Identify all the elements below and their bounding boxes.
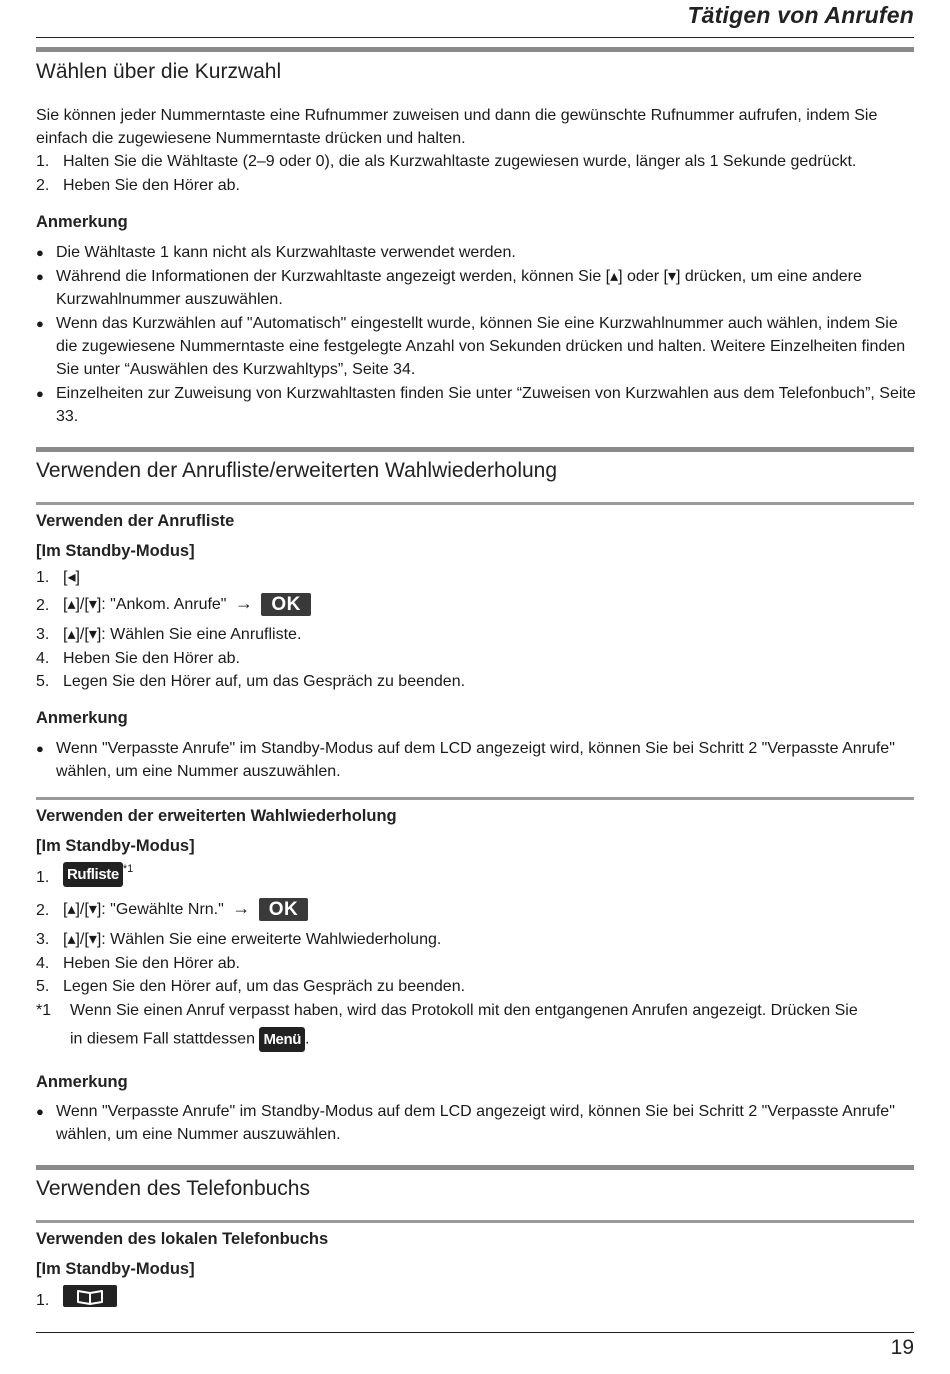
bullet-icon: ● [36,386,44,401]
list-item: Heben Sie den Hörer ab. [63,650,240,667]
subsection-rule [36,797,914,800]
rufliste-soft-key: Rufliste [63,862,123,887]
list-item: Halten Sie die Wähltaste (2–9 oder 0), die als Kurzwahltaste zugewiesen wurde, länger als 1 Sekunde gedrückt. [63,153,857,170]
menu-soft-key: Menü [259,1027,305,1052]
page-header-title: Tätigen von Anrufen [687,2,914,28]
note-item: Wenn das Kurzwählen auf "Automatisch" eingestellt wurde, können Sie eine Kurzwahlnummer auch wählen, indem Sie die zugewiesene Nummerntaste eine festgelegte Anzahl von Sekunden drücken und halten. Weitere Einzelheiten finden Sie unter “Auswählen des Kurzwahltyps”, Seite 34. [56,315,906,378]
footnote-ref: *1 [122,863,134,875]
list-item: Heben Sie den Hörer ab. [63,955,240,972]
note-item: Während die Informationen der Kurzwahltaste angezeigt werden, können Sie [▴] oder [▾] drücken, um eine andere Kurzwahlnummer auszuwählen. [56,268,862,308]
list-item [63,897,923,921]
section-rule [36,447,914,452]
list-number: 1. [36,153,50,170]
note-item: Die Wähltaste 1 kann nicht als Kurzwahltaste verwendet werden. [56,244,516,261]
ok-key: OK [259,898,309,921]
bullet-icon: ● [36,245,44,260]
list-number: 4. [36,650,50,667]
footnote-line2: in diesem Fall stattdessen Menü . [70,1027,920,1052]
list-number: 1. [36,869,50,886]
list-number: 2. [36,902,50,919]
phonebook-icon [63,1285,117,1307]
note-item: Wenn "Verpasste Anrufe" im Standby-Modus auf dem LCD angezeigt wird, können Sie bei Schritt 2 "Verpasste Anrufe" wählen, um eine Nummer auszuwählen. [56,740,895,780]
section-title-telefonbuch: Verwenden des Telefonbuchs [36,1177,310,1200]
footnote-text: Wenn Sie einen Anruf verpasst haben, wird das Protokoll mit den entgangenen Anrufen angezeigt. Drücken Sie [70,1002,858,1019]
mode-label: [Im Standby-Modus] [36,542,195,560]
step-text: [▴]/[▾]: "Gewählte Nrn." [63,901,224,918]
list-number: 2. [36,597,50,614]
footer-rule [36,1332,914,1333]
bullet-icon: ● [36,1104,44,1119]
section-rule [36,1165,914,1170]
list-item: [▴]/[▾]: Wählen Sie eine Anrufliste. [63,626,302,643]
footnote-mark: *1 [36,1002,52,1019]
bullet-icon: ● [36,741,44,756]
page-number: 19 [890,1336,914,1359]
subsection-title: Verwenden des lokalen Telefonbuchs [36,1230,329,1248]
note-heading: Anmerkung [36,213,128,231]
subsection-rule [36,1220,914,1223]
subsection-title: Verwenden der erweiterten Wahlwiederholung [36,807,397,825]
list-item [63,1285,117,1307]
list-number: 1. [36,1292,50,1309]
header-rule [36,37,914,38]
step-text: [▴]/[▾]: "Ankom. Anrufe" [63,596,227,613]
list-item: Legen Sie den Hörer auf, um das Gespräch zu beenden. [63,673,466,690]
list-number: 3. [36,931,50,948]
mode-label: [Im Standby-Modus] [36,1260,195,1278]
list-item [63,862,923,887]
list-item: [▴]/[▾]: Wählen Sie eine erweiterte Wahlwiederholung. [63,931,442,948]
bullet-icon: ● [36,269,44,284]
intro-paragraph: Sie können jeder Nummerntaste eine Rufnummer zuweisen und dann die gewünschte Rufnummer aufrufen, indem Sie einfach die zugewiesene Nummerntaste drücken und halten. [36,107,878,147]
list-item: Legen Sie den Hörer auf, um das Gespräch zu beenden. [63,978,466,995]
list-number: 3. [36,626,50,643]
note-item: Einzelheiten zur Zuweisung von Kurzwahltasten finden Sie unter “Zuweisen von Kurzwahlen aus dem Telefonbuch”, Seite 33. [56,385,916,425]
arrow-right-icon: → [232,898,251,918]
subsection-rule [36,502,914,505]
arrow-right-icon: → [234,593,253,613]
list-number: 2. [36,177,50,194]
list-item: Heben Sie den Hörer ab. [63,177,240,194]
footnote-text-2: in diesem Fall stattdessen [70,1030,255,1048]
section-title-kurzwahl: Wählen über die Kurzwahl [36,60,282,83]
list-number: 5. [36,978,50,995]
list-number: 5. [36,673,50,690]
list-item [63,592,923,616]
note-item: Wenn "Verpasste Anrufe" im Standby-Modus auf dem LCD angezeigt wird, können Sie bei Schritt 2 "Verpasste Anrufe" wählen, um eine Nummer auszuwählen. [56,1103,895,1143]
subsection-title: Verwenden der Anrufliste [36,512,235,530]
section-title-anrufliste: Verwenden der Anrufliste/erweiterten Wahlwiederholung [36,459,558,482]
list-item: [◂] [63,569,80,586]
bullet-icon: ● [36,316,44,331]
mode-label: [Im Standby-Modus] [36,837,195,855]
list-number: 1. [36,569,50,586]
ok-key: OK [261,593,311,616]
note-heading: Anmerkung [36,1073,128,1091]
section-rule [36,47,914,52]
list-number: 4. [36,955,50,972]
note-heading: Anmerkung [36,709,128,727]
